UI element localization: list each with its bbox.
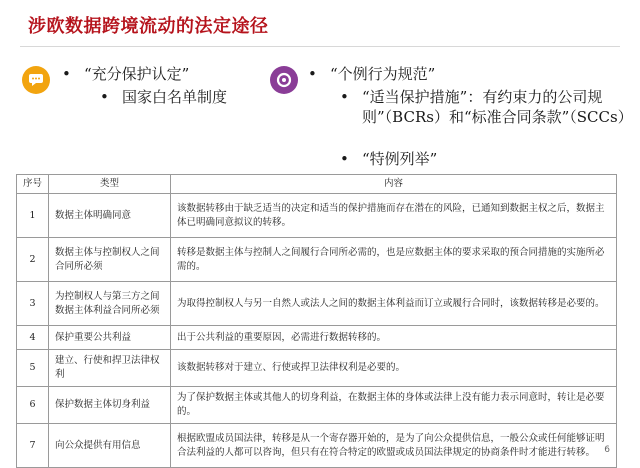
row-type: 建立、行使和捍卫法律权利 bbox=[49, 350, 171, 387]
table-row bbox=[17, 424, 617, 468]
right-bullet-1: • “个例行为规范” bbox=[308, 65, 436, 83]
right-bullet-3: • “特例列举” bbox=[340, 150, 438, 168]
row-content: 该数据转移由于缺乏适当的决定和适当的保护措施而存在潜在的风险，已通知到数据主权之后，数据主体已明确同意拟议的转移。 bbox=[171, 194, 617, 238]
row-no: 3 bbox=[17, 282, 49, 326]
left-bullet-1: • “充分保护认定” bbox=[62, 65, 190, 83]
row-content: 为取得控制权人与另一自然人或法人之间的数据主体利益而订立或履行合同时，该数据转移是必要的。 bbox=[171, 282, 617, 326]
row-no: 4 bbox=[17, 326, 49, 350]
row-content: 该数据转移对于建立、行使或捍卫法律权利是必要的。 bbox=[171, 350, 617, 387]
header-content: 内容 bbox=[171, 175, 617, 194]
row-content: 根据欧盟成员国法律，转移是从一个寄存器开始的，是为了向公众提供信息，一般公众或任何能够证明合法利益的人都可以咨询，但只有在符合特定的欧盟或成员国法律规定的协商条件时才能进行转移。 bbox=[171, 424, 617, 468]
page-title: 涉欧数据跨境流动的法定途径 bbox=[28, 16, 269, 37]
row-content: 转移是数据主体与控制人之间履行合同所必需的，也是应数据主体的要求采取的预合同措施的实施所必需的。 bbox=[171, 238, 617, 282]
chat-bubble-icon bbox=[22, 66, 50, 94]
page-number: 6 bbox=[604, 445, 610, 455]
table-row bbox=[17, 194, 617, 238]
row-type: 向公众提供有用信息 bbox=[49, 424, 171, 468]
row-no: 2 bbox=[17, 238, 49, 282]
table-row bbox=[17, 282, 617, 326]
table-row bbox=[17, 387, 617, 424]
row-no: 6 bbox=[17, 387, 49, 424]
left-bullet-2: • 国家白名单制度 bbox=[100, 88, 228, 106]
row-no: 7 bbox=[17, 424, 49, 468]
row-content: 出于公共利益的重要原因，必需进行数据转移的。 bbox=[171, 326, 617, 350]
table-row bbox=[17, 326, 617, 350]
header-no: 序号 bbox=[17, 175, 49, 194]
header-type: 类型 bbox=[49, 175, 171, 194]
right-bullet-2: • “适当保护措施”：有约束力的公司规则”（BCRs）和“标准合同条款”（SCCs） bbox=[340, 88, 633, 126]
target-ring-icon bbox=[270, 66, 298, 94]
row-no: 1 bbox=[17, 194, 49, 238]
transfer-grounds-table bbox=[16, 174, 617, 468]
row-type: 保护数据主体切身利益 bbox=[49, 387, 171, 424]
row-content: 为了保护数据主体或其他人的切身利益，在数据主体的身体或法律上没有能力表示同意时，转让是必要的。 bbox=[171, 387, 617, 424]
table-row bbox=[17, 238, 617, 282]
row-type: 保护重要公共利益 bbox=[49, 326, 171, 350]
table-row bbox=[17, 350, 617, 387]
row-type: 为控制权人与第三方之间数据主体利益合同所必须 bbox=[49, 282, 171, 326]
table-header-row bbox=[17, 175, 617, 194]
row-type: 数据主体明确同意 bbox=[49, 194, 171, 238]
row-no: 5 bbox=[17, 350, 49, 387]
row-type: 数据主体与控制权人之间合同所必须 bbox=[49, 238, 171, 282]
title-divider bbox=[20, 46, 620, 47]
